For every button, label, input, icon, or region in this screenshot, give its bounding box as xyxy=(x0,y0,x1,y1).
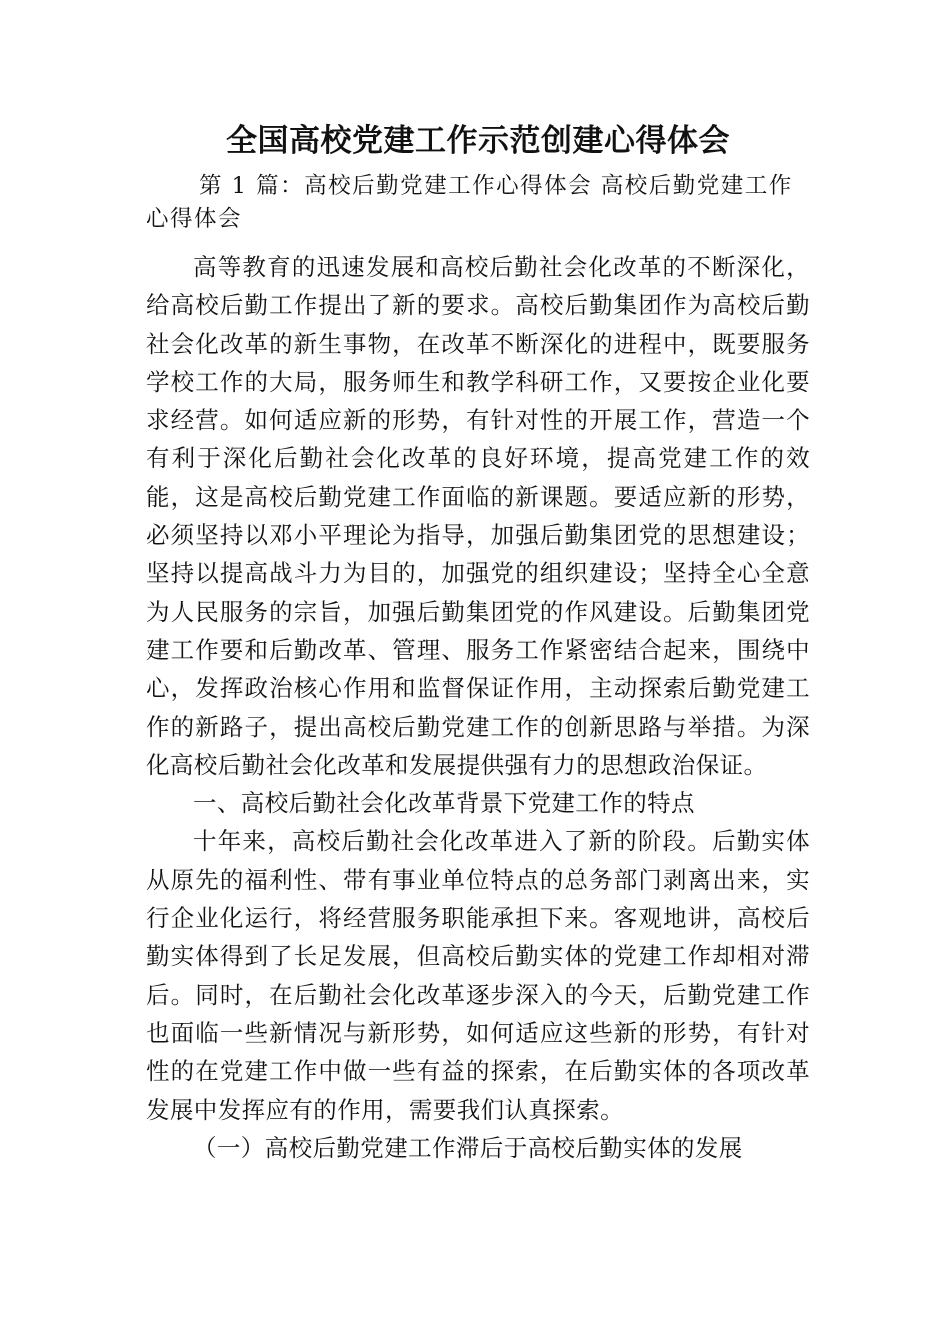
section-heading: 一、高校后勤社会化改革背景下党建工作的特点 xyxy=(193,789,695,818)
document-subtitle: 第 1 篇：高校后勤党建工作心得体会 高校后勤党建工作心得体会 xyxy=(146,173,793,232)
document-title: 全国高校党建工作示范创建心得体会 xyxy=(226,123,730,159)
document-page xyxy=(146,112,810,1167)
body-paragraph: 高等教育的迅速发展和高校后勤社会化改革的不断深化，给高校后勤工作提出了新的要求。高校后勤集团作为高校后勤社会化改革的新生事物，在改革不断深化的进程中，既要服务学校工作的大局，服务师生和教学科研工作，又要按企业化要求经营。如何适应新的形势，有针对性的开展工作，营造一个有利于深化后勤社会化改革的良好环境，提高党建工作的效能，这是高校后勤党建工作面临的新课题。要适应新的形势，必须坚持以邓小平理论为指导，加强后勤集团党的思想建设；坚持以提高战斗力为目的，加强党的组织建设；坚持全心全意为人民服务的宗旨，加强后勤集团党的作风建设。后勤集团党建工作要和后勤改革、管理、服务工作紧密结合起来，围绕中心，发挥政治核心作用和监督保证作用，主动探索后勤党建工作的新路子，提出高校后勤党建工作的创新思路与举措。为深化高校后勤社会化改革和发展提供强有力的思想政治保证。 xyxy=(146,253,810,779)
body-paragraph: 十年来，高校后勤社会化改革进入了新的阶段。后勤实体从原先的福利性、带有事业单位特点的总务部门剥离出来，实行企业化运行，将经营服务职能承担下来。客观地讲，高校后勤实体得到了长足发展，但高校后勤实体的党建工作却相对滞后。同时，在后勤社会化改革逐步深入的今天，后勤党建工作也面临一些新情况与新形势，如何适应这些新的形势，有针对性的在党建工作中做一些有益的探索，在后勤实体的各项改革发展中发挥应有的作用，需要我们认真探索。 xyxy=(146,827,810,1124)
subsection-heading: （一）高校后勤党建工作滞后于高校后勤实体的发展 xyxy=(193,1133,743,1162)
